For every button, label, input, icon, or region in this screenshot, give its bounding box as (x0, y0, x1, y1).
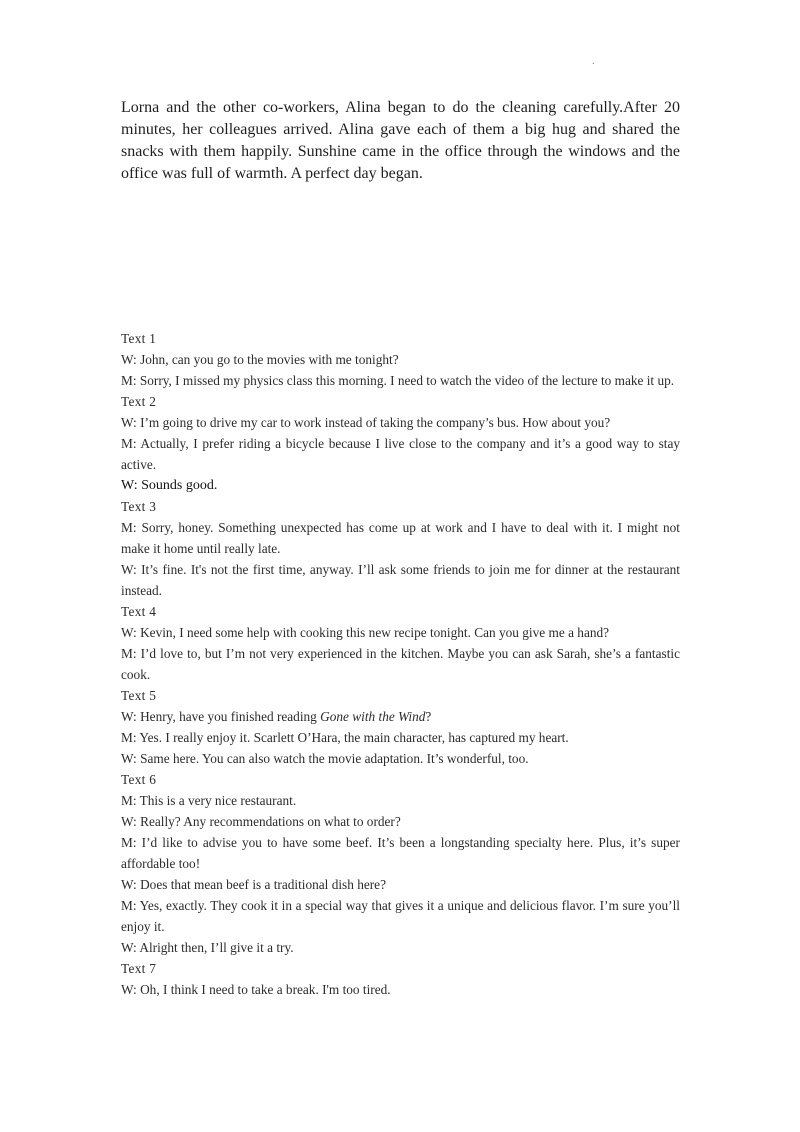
dialogue-line: M: Sorry, I missed my physics class this morning. I need to watch the video of the lecture to make it up. (121, 373, 675, 388)
dialogue-line: W: Really? Any recommendations on what to order? (121, 814, 401, 829)
dialogue-line: W: Kevin, I need some help with cooking this new recipe tonight. Can you give me a hand? (121, 625, 610, 640)
dialogue-line: W: It’s fine. It's not the first time, anyway. I’ll ask some friends to join me for dinner at the restaurant instead. (121, 562, 680, 598)
dialogue-line: M: Yes, exactly. They cook it in a special way that gives it a unique and delicious flavor. I’m sure you’ll enjoy it. (121, 898, 680, 934)
dialogue-line: M: This is a very nice restaurant. (121, 793, 297, 808)
page-mark: . (592, 56, 595, 67)
dialogue-line (121, 706, 680, 727)
text-heading: Text 5 (121, 688, 157, 703)
text-heading: Text 4 (121, 604, 157, 619)
text-heading: Text 6 (121, 772, 157, 787)
dialogue-line: W: Sounds good. (121, 478, 218, 493)
dialogue-line: M: Actually, I prefer riding a bicycle because I live close to the company and it’s a good way to stay active. (121, 436, 680, 472)
listening-script (121, 328, 680, 1000)
dialogue-line: M: I’d love to, but I’m not very experienced in the kitchen. Maybe you can ask Sarah, she’s a fantastic cook. (121, 646, 680, 682)
text-heading: Text 1 (121, 331, 157, 346)
dialogue-line: W: John, can you go to the movies with me tonight? (121, 352, 399, 367)
text-heading: Text 2 (121, 394, 157, 409)
dialogue-line: W: I’m going to drive my car to work instead of taking the company’s bus. How about you? (121, 415, 611, 430)
dialogue-line: W: Does that mean beef is a traditional dish here? (121, 877, 386, 892)
dialogue-line: W: Oh, I think I need to take a break. I'm too tired. (121, 982, 391, 997)
text-heading: Text 7 (121, 961, 157, 976)
line-prefix: W: Henry, have you finished reading (121, 709, 321, 724)
dialogue-line: W: Same here. You can also watch the movie adaptation. It’s wonderful, too. (121, 751, 529, 766)
text-heading: Text 3 (121, 499, 157, 514)
book-title: Gone with the Wind (320, 709, 426, 724)
dialogue-line: M: Yes. I really enjoy it. Scarlett O’Hara, the main character, has captured my heart. (121, 730, 569, 745)
dialogue-line: M: Sorry, honey. Something unexpected has come up at work and I have to deal with it. I might not make it home until really late. (121, 520, 680, 556)
dialogue-line: M: I’d like to advise you to have some beef. It’s been a longstanding specialty here. Plus, it’s super affordable too! (121, 835, 680, 871)
line-suffix: ? (425, 709, 432, 724)
dialogue-line: W: Alright then, I’ll give it a try. (121, 940, 294, 955)
intro-paragraph: Lorna and the other co-workers, Alina began to do the cleaning carefully.After 20 minutes, her colleagues arrived. Alina gave each of them a big hug and shared the snacks with them happily. Sunshine came in the office through the windows and the office was full of warmth. A perfect day began. (121, 99, 680, 182)
